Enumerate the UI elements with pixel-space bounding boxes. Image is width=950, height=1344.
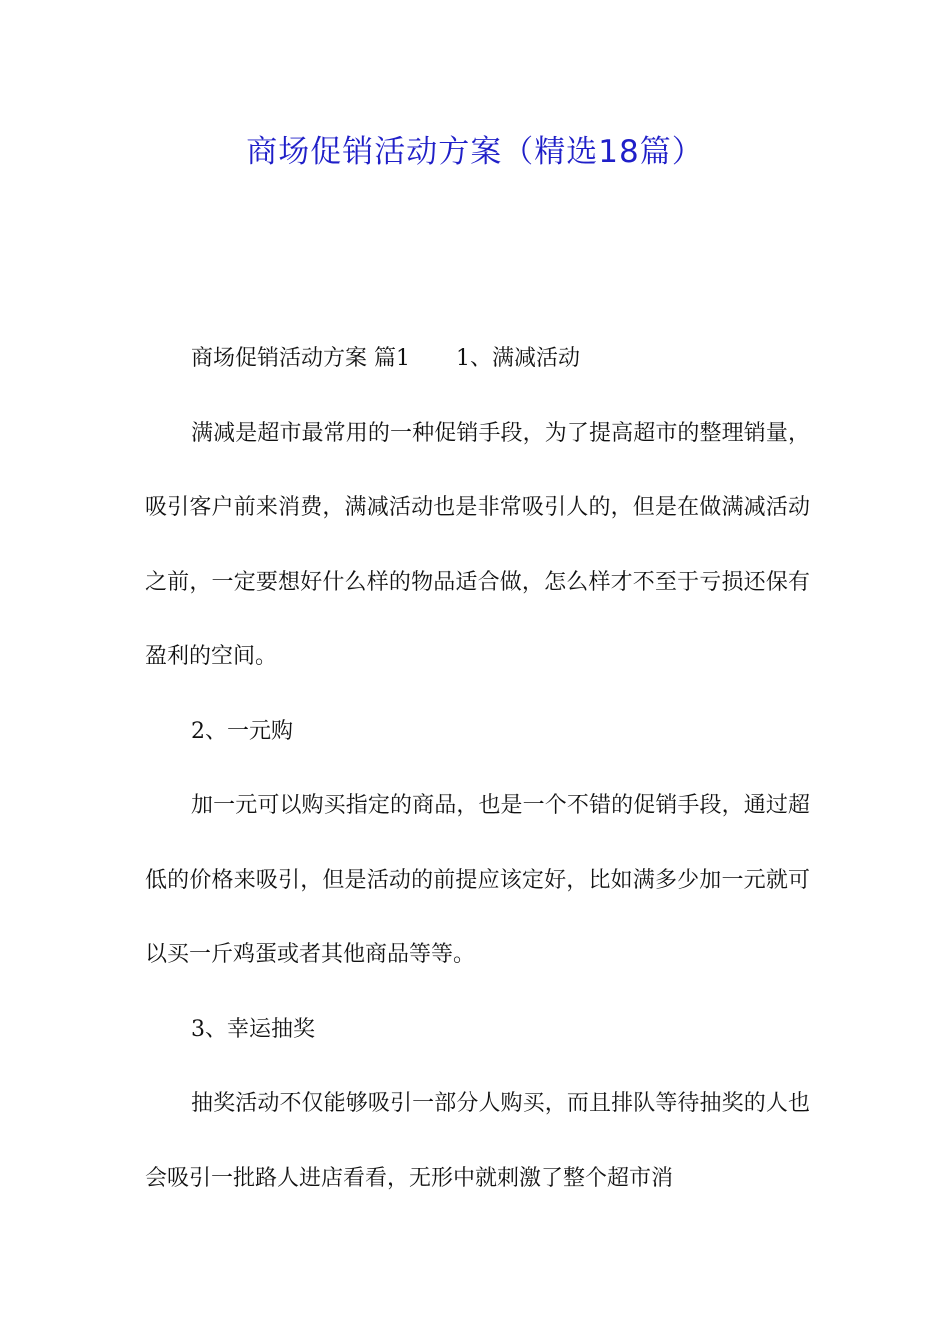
section-heading: 商场促销活动方案 篇1	[191, 346, 410, 371]
item-text-3: 抽奖活动不仅能够吸引一部分人购买，而且排队等待抽奖的人也会吸引一批路人进店看看，无形中就刺激了整个超市消	[145, 1091, 810, 1191]
item-heading-1: 1、满减活动	[456, 346, 580, 371]
section-heading-line	[145, 322, 810, 397]
item-heading-3: 3、幸运抽奖	[191, 1016, 315, 1042]
document-body	[145, 322, 810, 1216]
document-title: 商场促销活动方案（精选18篇）	[246, 134, 704, 170]
item-text-1: 满减是超市最常用的一种促销手段，为了提高超市的整理销量，吸引客户前来消费，满减活动也是非常吸引人的，但是在做满减活动之前，一定要想好什么样的物品适合做，怎么样才不至于亏损还保有盈利的空间。	[145, 420, 810, 669]
item-heading-2: 2、一元购	[191, 718, 293, 744]
item-text-2: 加一元可以购买指定的商品，也是一个不错的促销手段，通过超低的价格来吸引，但是活动的前提应该定好，比如满多少加一元就可以买一斤鸡蛋或者其他商品等等。	[145, 793, 810, 967]
